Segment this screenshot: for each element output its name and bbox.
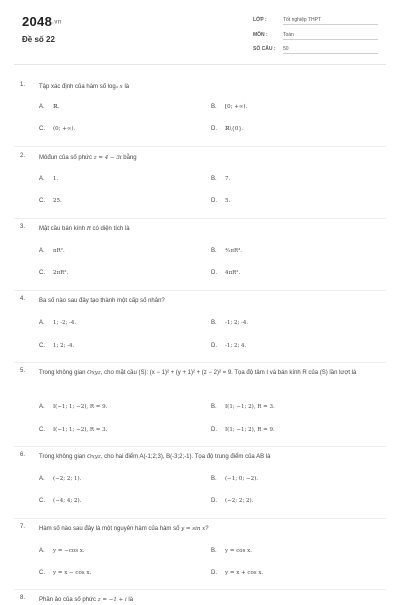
option-b[interactable] <box>211 248 242 254</box>
question-math: ₃ x <box>115 84 123 90</box>
option-value: 2πR². <box>53 270 69 276</box>
option-d[interactable] <box>211 498 253 504</box>
option-value: y = −cos x. <box>53 548 85 554</box>
option-letter: D. <box>211 498 217 504</box>
option-letter: C. <box>39 427 45 433</box>
question-text-part: Trong không gian <box>39 454 88 460</box>
option-value: (−2; 2; 1). <box>53 476 82 482</box>
logo-text: 2048 <box>22 14 53 29</box>
option-value: -1; 2; 4. <box>225 343 247 349</box>
question-math: Oxyz <box>87 454 101 460</box>
option-c[interactable] <box>39 198 62 204</box>
option-letter: C. <box>39 498 45 504</box>
option-value: (−2; 2; 2). <box>225 498 254 504</box>
option-letter: B. <box>211 476 217 482</box>
option-value: 1; 2; -4. <box>53 343 75 349</box>
option-b[interactable] <box>211 176 230 182</box>
site-logo[interactable] <box>22 14 62 29</box>
option-letter: D. <box>211 270 217 276</box>
option-value: ℝ. <box>53 104 60 110</box>
question-text-part: , cho hai điểm A(-1;2;3), B(-3;2;-1). Tọa độ trung điểm của AB là <box>100 454 271 460</box>
option-letter: D. <box>211 427 217 433</box>
option-d[interactable] <box>211 570 263 576</box>
option-c[interactable] <box>39 343 74 349</box>
question-text <box>39 595 389 605</box>
option-letter: A. <box>39 104 45 110</box>
option-a[interactable] <box>39 104 59 110</box>
option-value: I(−1; 1; −2), R = 3. <box>53 427 108 433</box>
option-letter: B. <box>211 320 217 326</box>
question-divider <box>14 589 386 590</box>
option-value: y = x − cos x. <box>53 570 92 576</box>
option-c[interactable] <box>39 498 81 504</box>
question-text <box>39 368 389 378</box>
question-number: 2. <box>20 153 26 159</box>
option-d[interactable] <box>211 270 240 276</box>
option-a[interactable] <box>39 476 81 482</box>
question-text-part: Phần ảo của số phức <box>39 597 98 603</box>
question-text <box>39 153 389 163</box>
question-number: 8. <box>20 595 26 601</box>
exam-title: Đề số 22 <box>22 35 55 44</box>
option-letter: C. <box>39 343 45 349</box>
question-math: z = −1 + i <box>97 597 127 603</box>
question-text-part: Hàm số nào sau đây là một nguyên hàm của hàm số <box>39 526 182 532</box>
option-d[interactable] <box>211 198 230 204</box>
question-text <box>39 524 389 534</box>
option-letter: D. <box>211 343 217 349</box>
exam-header <box>0 0 400 62</box>
option-c[interactable] <box>39 427 107 433</box>
option-value: ⁴⁄₃πR³. <box>225 248 243 254</box>
option-b[interactable] <box>211 320 248 326</box>
question-divider <box>14 518 386 519</box>
option-value: πR². <box>53 248 65 254</box>
question-number: 7. <box>20 524 26 530</box>
option-a[interactable] <box>39 320 76 326</box>
option-letter: B. <box>211 548 217 554</box>
option-a[interactable] <box>39 404 107 410</box>
header-divider <box>14 64 386 65</box>
option-value: y = cos x. <box>225 548 253 554</box>
option-value: 4πR². <box>225 270 241 276</box>
option-b[interactable] <box>211 104 247 110</box>
question-text-part: là <box>122 84 130 90</box>
option-d[interactable] <box>211 343 246 349</box>
question-text-part: có diện tích là <box>90 226 130 232</box>
question-text <box>39 224 389 234</box>
option-b[interactable] <box>211 404 275 410</box>
meta-label: LỚP : <box>253 17 267 23</box>
option-letter: B. <box>211 248 217 254</box>
option-letter: D. <box>211 126 217 132</box>
option-d[interactable] <box>211 126 244 132</box>
logo-suffix: .vn <box>52 19 62 26</box>
option-value: I(−1; 1; −2), R = 9. <box>53 404 108 410</box>
option-value: 7. <box>225 176 231 182</box>
option-letter: A. <box>39 176 45 182</box>
question-text-part: , cho mặt cầu (S): (x − 1)² + (y + 1)² + (z − 2)² = 9. Tọa độ tâm I và bán kính R của (S) lần lượt là <box>100 370 357 376</box>
option-value: (−1; 0; −2). <box>225 476 258 482</box>
meta-value: Tốt nghiệp THPT <box>283 17 378 25</box>
question-text-part: Tập xác định của hàm số log <box>39 84 116 90</box>
question-math: y = sin x <box>181 526 206 532</box>
option-letter: C. <box>39 198 45 204</box>
option-value: 1; -2; -4. <box>53 320 77 326</box>
question-number: 1. <box>20 82 26 88</box>
meta-label: MÔN : <box>253 32 268 38</box>
option-letter: A. <box>39 404 45 410</box>
question-text-part: Mặt cầu bán kính <box>39 226 87 232</box>
option-a[interactable] <box>39 548 85 554</box>
meta-value: Toán <box>283 32 378 40</box>
option-letter: B. <box>211 176 217 182</box>
question-text-part: Trong không gian <box>39 370 88 376</box>
question-text-part: là <box>126 597 134 603</box>
option-letter: B. <box>211 404 217 410</box>
option-value: (−4; 4; 2). <box>53 498 82 504</box>
option-value: (0; +∞). <box>53 126 76 132</box>
option-letter: B. <box>211 104 217 110</box>
option-a[interactable] <box>39 176 58 182</box>
option-letter: A. <box>39 548 45 554</box>
option-letter: A. <box>39 320 45 326</box>
question-number: 5. <box>20 368 26 374</box>
option-value: y = x + cos x. <box>225 570 264 576</box>
question-text <box>39 82 389 92</box>
question-text-part: bằng <box>121 155 137 161</box>
option-b[interactable] <box>211 548 252 554</box>
question-number: 4. <box>20 296 26 302</box>
question-divider <box>14 290 386 291</box>
question-text-part: Môđun của số phức <box>39 155 94 161</box>
question-divider <box>14 446 386 447</box>
option-letter: D. <box>211 198 217 204</box>
meta-value: 50 <box>283 46 378 54</box>
question-text <box>39 296 389 306</box>
option-value: ℝ\{0}. <box>225 126 244 132</box>
option-letter: C. <box>39 126 45 132</box>
question-number: 6. <box>20 452 26 458</box>
option-b[interactable] <box>211 476 258 482</box>
question-text-part: Ba số nào sau đây tạo thành một cấp số nhân? <box>39 298 165 304</box>
meta-label: SỐ CÂU : <box>253 46 276 52</box>
question-math: R <box>86 226 91 232</box>
option-letter: A. <box>39 476 45 482</box>
option-value: I(1; −1; 2), R = 9. <box>225 427 275 433</box>
question-divider <box>14 218 386 219</box>
option-c[interactable] <box>39 570 91 576</box>
option-letter: C. <box>39 270 45 276</box>
question-divider <box>14 362 386 363</box>
option-value: 1. <box>53 176 59 182</box>
option-value: [0; +∞). <box>225 104 248 110</box>
option-c[interactable] <box>39 270 68 276</box>
question-text-part: ? <box>205 526 209 532</box>
option-letter: A. <box>39 248 45 254</box>
question-number: 3. <box>20 224 26 230</box>
option-d[interactable] <box>211 427 275 433</box>
question-text <box>39 452 389 462</box>
option-value: 25. <box>53 198 62 204</box>
option-value: -1; 2; -4. <box>225 320 249 326</box>
question-math: z = 4 − 3i <box>93 155 122 161</box>
question-math: Oxyz <box>87 370 101 376</box>
question-divider <box>14 146 386 147</box>
option-value: I(1; −1; 2), R = 3. <box>225 404 275 410</box>
option-letter: C. <box>39 570 45 576</box>
option-value: 5. <box>225 198 231 204</box>
option-c[interactable] <box>39 126 75 132</box>
option-a[interactable] <box>39 248 65 254</box>
option-letter: D. <box>211 570 217 576</box>
